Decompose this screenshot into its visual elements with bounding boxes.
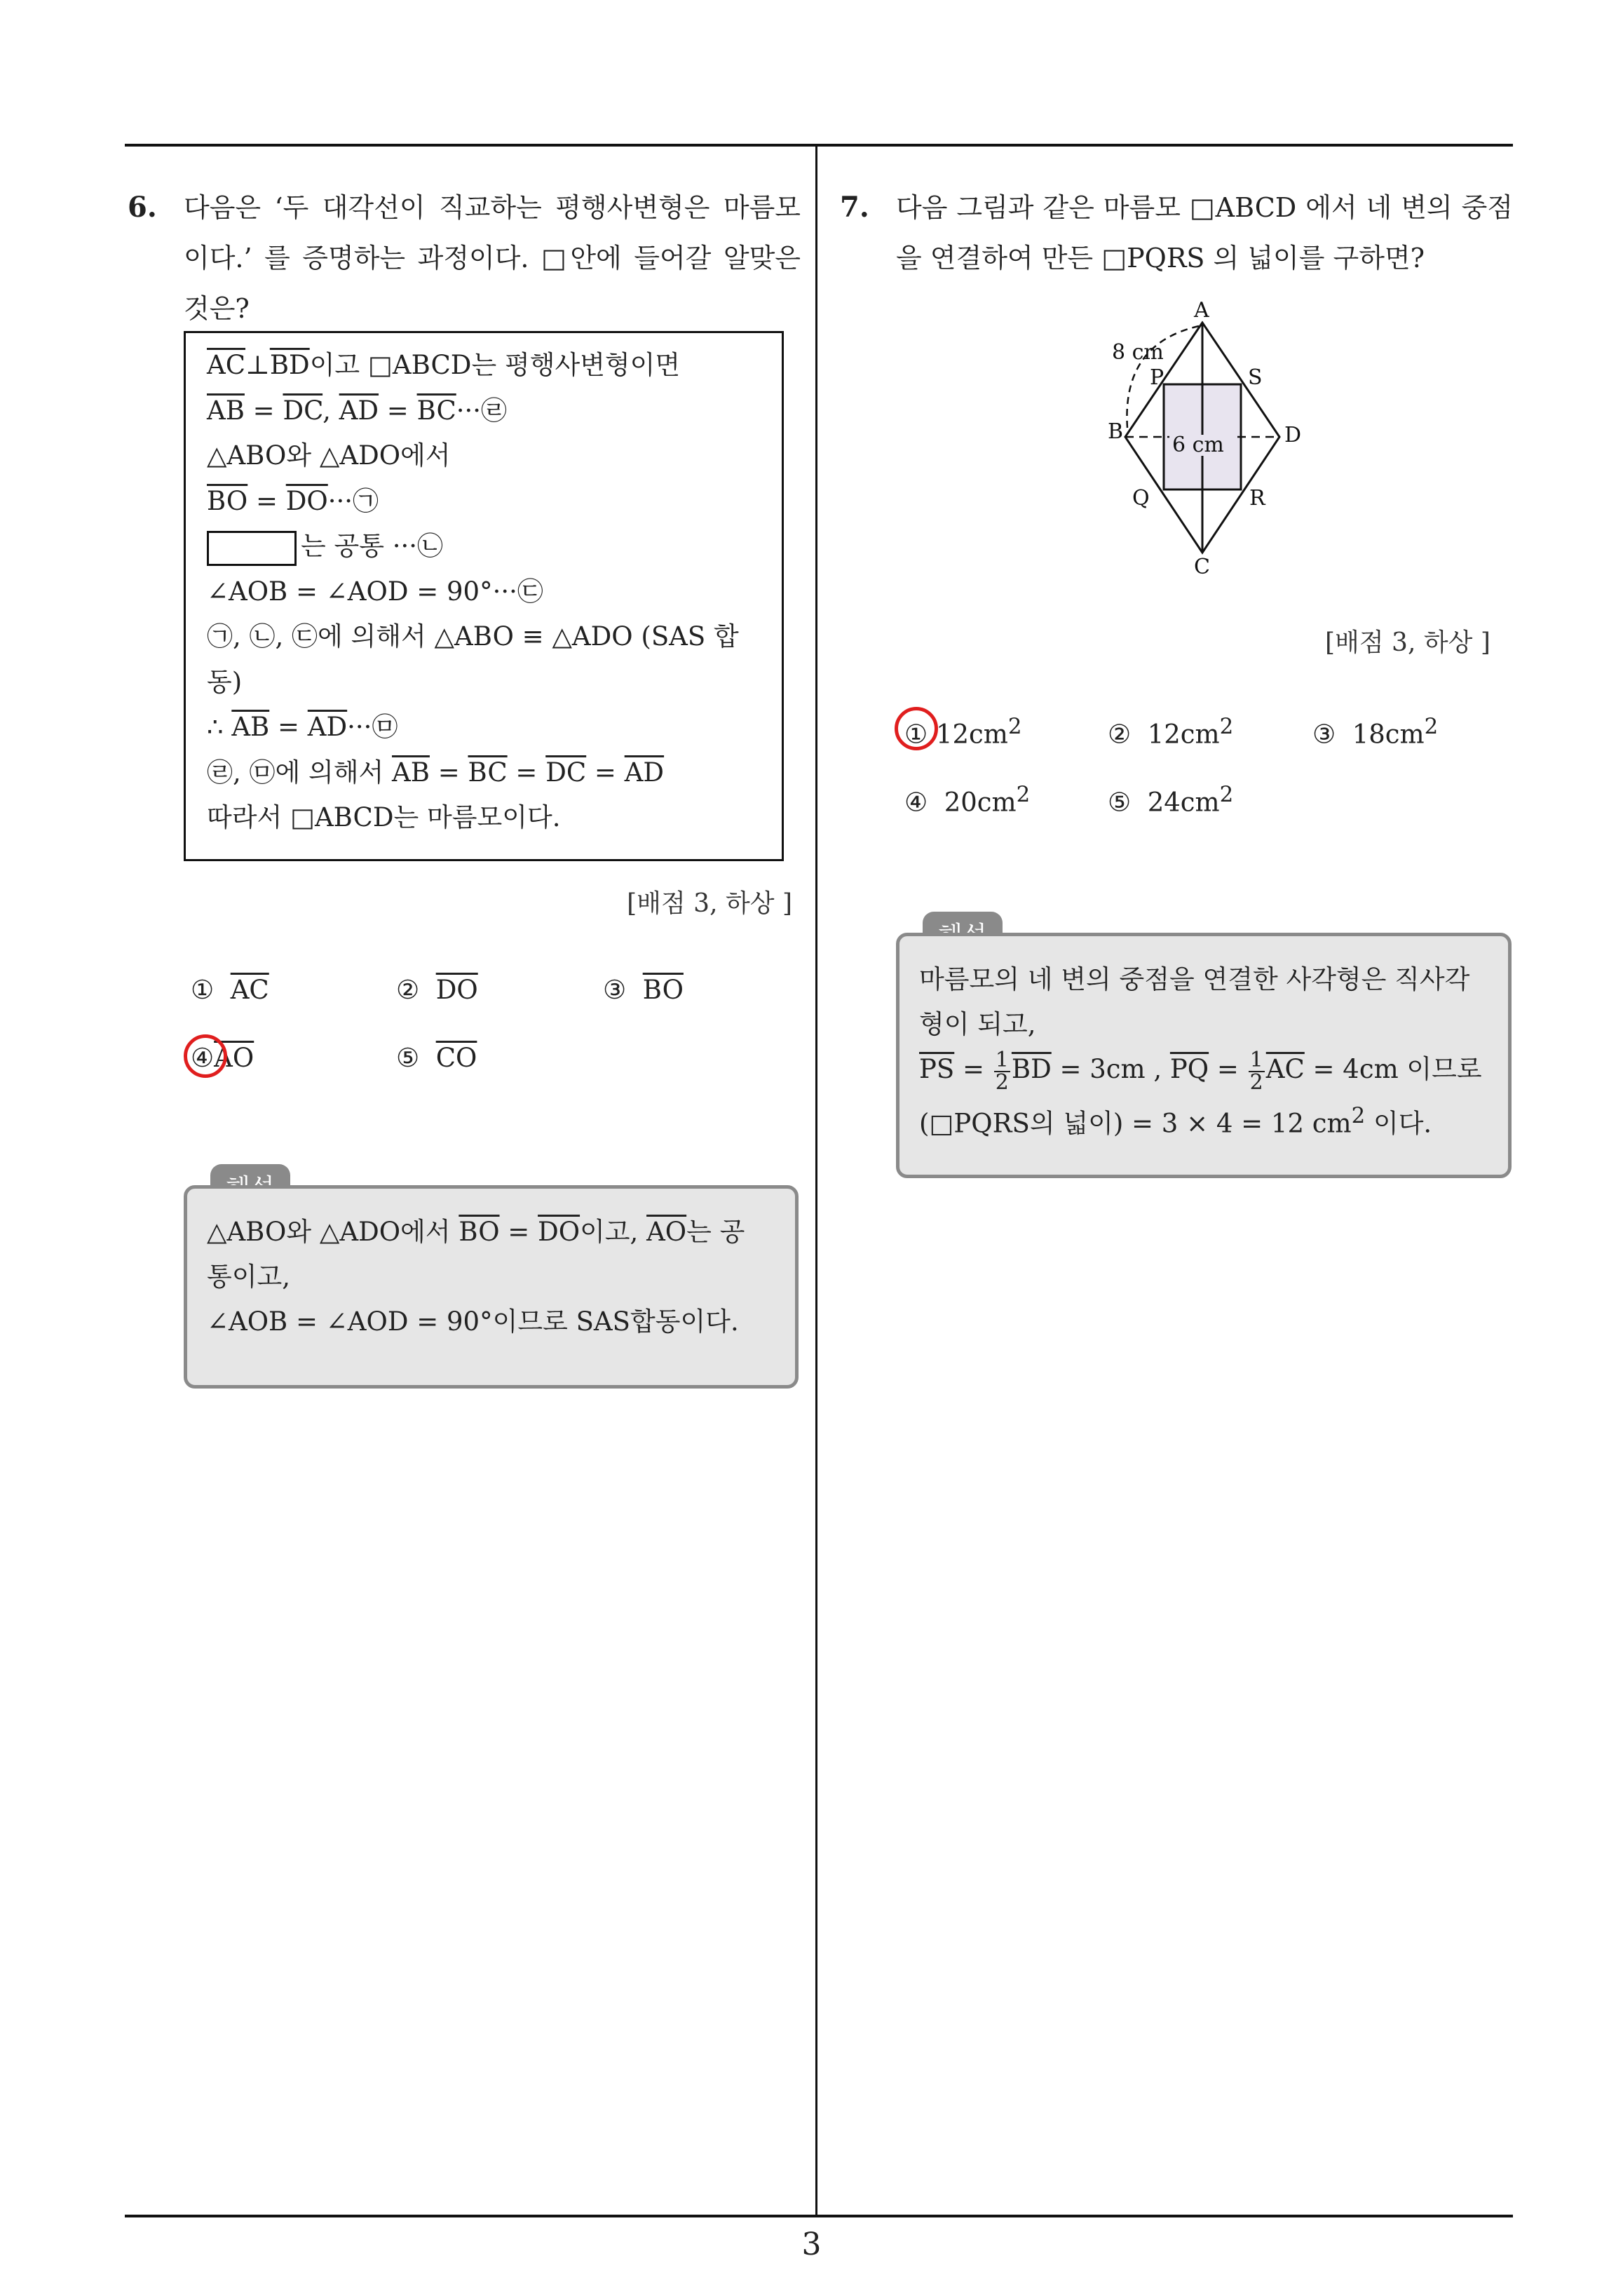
proof-line-9: [207, 705, 761, 750]
q7-expl-line-2: 형이 되고,: [919, 1009, 1036, 1039]
seg-ao: $\overline{AO}$: [646, 1217, 687, 1247]
expl-text: = 4cm 이므로: [1304, 1054, 1482, 1084]
proof-line-8: 동): [207, 666, 243, 697]
expl-text: = 3cm ,: [1051, 1054, 1170, 1084]
ref-mark: ···㉠: [327, 485, 379, 516]
numerator: 1: [1249, 1047, 1263, 1072]
choice-number: ③: [1312, 719, 1336, 750]
seg-ad: $\overline{AD}$: [339, 395, 379, 426]
proof-line-3: △ABO와 △ADO에서: [207, 440, 451, 471]
equals: =: [499, 1217, 538, 1247]
equals: =: [429, 757, 468, 788]
choice-number: ④: [191, 1043, 215, 1073]
proof-line-1: [207, 343, 761, 389]
choice-value: 20cm: [944, 787, 1017, 818]
seg-ad: $\overline{AD}$: [307, 712, 348, 742]
choice-number: ②: [1108, 719, 1132, 750]
denominator: 2: [995, 1069, 1009, 1095]
equals: =: [586, 757, 625, 788]
choice-exponent: 2: [1219, 782, 1234, 807]
top-rule: [125, 144, 1513, 147]
seg-bo: $\overline{BO}$: [459, 1217, 500, 1247]
seg-bc: $\overline{BC}$: [416, 395, 456, 426]
proof-line-5: [207, 524, 761, 569]
q6-choice-3[interactable]: [603, 975, 684, 1005]
choice-value: 24cm: [1147, 787, 1220, 818]
seg-bo: $\overline{BO}$: [207, 485, 248, 516]
q7-expl-line-1: 마름모의 네 변의 중점을 연결한 사각형은 직사각: [919, 964, 1470, 994]
proof-line-11: 따라서 □ABCD는 마름모이다.: [207, 802, 561, 832]
label-s: S: [1248, 365, 1263, 390]
equals: =: [954, 1054, 993, 1084]
choice-value: $\overline{BO}$: [642, 975, 684, 1005]
page-number: 3: [801, 2227, 822, 2262]
choice-number: ②: [396, 975, 420, 1005]
q6-selected-answer-circle: [184, 1034, 227, 1078]
label-r: R: [1249, 486, 1265, 511]
q7-explanation-box: [896, 933, 1512, 1178]
q7-choice-2[interactable]: [1108, 714, 1233, 749]
numerator: 1: [995, 1047, 1009, 1072]
ref-mark: ···㉤: [347, 712, 398, 742]
q6-explanation-box: [184, 1185, 799, 1389]
q7-number: 7.: [840, 191, 869, 224]
choice-number: ⑤: [1108, 787, 1132, 818]
q6-expl-line-1: [207, 1210, 775, 1255]
choice-value: 12cm: [1147, 719, 1220, 750]
choice-number: ④: [904, 787, 928, 818]
choice-number: ③: [603, 975, 627, 1005]
label-c: C: [1194, 555, 1210, 575]
seg-ac: $\overline{AC}$: [207, 350, 246, 380]
expl-text: 는 공: [686, 1217, 745, 1247]
diagonal-length-label: 6 cm: [1172, 433, 1224, 457]
equals: =: [379, 395, 417, 426]
choice-value: 12cm: [935, 719, 1008, 750]
q6-number: 6.: [128, 191, 157, 224]
q6-question-text: 다음은 ‘두 대각선이 직교하는 평행사변형은 마름모이다.’ 를 증명하는 과정이다. □안에 들어갈 알맞은 것은?: [184, 192, 801, 324]
equals: =: [269, 712, 308, 742]
seg-ab: $\overline{AB}$: [207, 395, 245, 426]
choice-number: ①: [904, 719, 928, 750]
ref-mark: ···㉣: [456, 395, 508, 426]
bottom-rule: [125, 2215, 1513, 2217]
q7-choice-5[interactable]: [1108, 782, 1233, 817]
q7-selected-answer-circle: [895, 707, 938, 750]
choice-value: $\overline{AO}$: [214, 1043, 254, 1073]
seg-ac: $\overline{AC}$: [1265, 1054, 1305, 1084]
comma: ,: [322, 395, 339, 426]
q6-expl-line-2: 통이고,: [207, 1262, 290, 1292]
seg-bd: $\overline{BD}$: [1011, 1054, 1052, 1084]
seg-do: $\overline{DO}$: [538, 1217, 580, 1247]
proof-line-2: [207, 389, 761, 434]
seg-dc: $\overline{DC}$: [545, 757, 587, 788]
denominator: 2: [1249, 1069, 1263, 1095]
seg-ab: $\overline{AB}$: [392, 757, 430, 788]
choice-value: 18cm: [1352, 719, 1425, 750]
q6-proof-box: [184, 331, 784, 861]
choice-number: ①: [191, 975, 215, 1005]
proof-line-10: [207, 750, 761, 796]
choice-exponent: 2: [1016, 782, 1031, 807]
q7-score: [배점 3, 하상 ]: [1325, 628, 1490, 657]
expl-text: △ABO와 △ADO에서: [207, 1217, 459, 1247]
therefore-symbol: ∴: [207, 712, 232, 742]
expl-text: 이다.: [1365, 1107, 1432, 1138]
equals: =: [247, 485, 286, 516]
fraction-half: [994, 1047, 1010, 1095]
equals: =: [1209, 1054, 1247, 1084]
q6-choice-5[interactable]: [396, 1043, 477, 1073]
choice-value: $\overline{AC}$: [230, 975, 269, 1005]
choice-value: $\overline{DO}$: [435, 975, 478, 1005]
label-p: P: [1150, 365, 1164, 390]
perp-symbol: ⊥: [245, 350, 270, 380]
label-a: A: [1194, 298, 1209, 323]
q7-choice-3[interactable]: [1312, 714, 1438, 749]
choice-exponent: 2: [1424, 714, 1439, 739]
side-length-label: 8 cm: [1112, 340, 1164, 365]
seg-dc: $\overline{DC}$: [283, 395, 323, 426]
proof-text: ㉣, ㉤에 의해서: [207, 757, 393, 788]
q7-choice-4[interactable]: [904, 782, 1030, 817]
column-divider: [815, 144, 817, 2216]
expl-text: 이고,: [580, 1217, 647, 1247]
proof-text: 는 공통 ···㉡: [301, 531, 444, 561]
q7-question-text: 다음 그림과 같은 마름모 □ABCD 에서 네 변의 중점을 연결하여 만든 □PQRS 의 넓이를 구하면?: [896, 192, 1513, 274]
seg-bd: $\overline{BD}$: [269, 350, 310, 380]
choice-exponent: 2: [1219, 714, 1234, 739]
q7-rhombus-figure: [1094, 295, 1318, 575]
proof-line-7: ㉠, ㉡, ㉢에 의해서 △ABO ≡ △ADO (SAS 합: [207, 621, 739, 651]
choice-number: ⑤: [396, 1043, 420, 1073]
choice-exponent: 2: [1007, 714, 1022, 739]
q6-score: [배점 3, 하상 ]: [627, 889, 792, 918]
seg-do: $\overline{DO}$: [285, 485, 328, 516]
fraction-half: [1249, 1047, 1265, 1095]
proof-text: 이고 □ABCD는 평행사변형이면: [309, 350, 681, 380]
label-b: B: [1108, 419, 1124, 444]
seg-pq: $\overline{PQ}$: [1169, 1054, 1209, 1084]
equals: =: [244, 395, 283, 426]
label-d: D: [1284, 423, 1302, 447]
q7-expl-line-4: [919, 1093, 1488, 1146]
q6-expl-line-3: ∠AOB = ∠AOD = 90°이므로 SAS합동이다.: [207, 1306, 739, 1337]
seg-ad: $\overline{AD}$: [624, 757, 665, 788]
proof-line-6: ∠AOB = ∠AOD = 90°···㉢: [207, 576, 543, 607]
label-q: Q: [1132, 486, 1150, 511]
expl-text: (□PQRS의 넓이) = 3 × 4 = 12 cm: [919, 1107, 1352, 1138]
seg-bc: $\overline{BC}$: [468, 757, 508, 788]
answer-blank-box: [207, 531, 297, 566]
rhombus-diagram: [1094, 295, 1318, 575]
q6-choice-2[interactable]: [396, 975, 478, 1005]
area-exponent: 2: [1351, 1102, 1366, 1128]
proof-line-4: [207, 479, 761, 525]
seg-ab: $\overline{AB}$: [231, 712, 270, 742]
choice-value: $\overline{CO}$: [435, 1043, 477, 1073]
seg-ps: $\overline{PS}$: [919, 1054, 955, 1084]
q6-choice-1[interactable]: [191, 975, 269, 1005]
equals: =: [507, 757, 546, 788]
q7-expl-line-3: [919, 1047, 1488, 1093]
